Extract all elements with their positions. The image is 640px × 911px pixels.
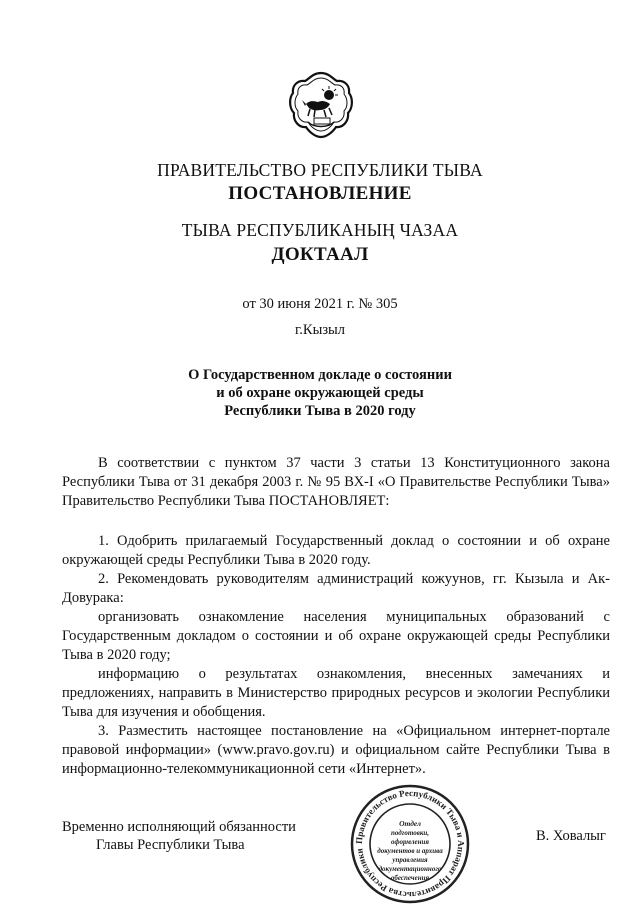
signatory-position-line: Главы Республики Тыва [96, 837, 245, 853]
decree-item: 3. Разместить настоящее постановление на «Официальном интернет-портале правовой информации» (www.pravo.gov.ru) и официальном сайте Республики Тыва в информационно-телекоммуникационной сети «Интернет». [62, 723, 610, 777]
coat-of-arms-icon [288, 70, 354, 140]
svg-text:управления: управления [392, 856, 428, 864]
official-stamp-icon [348, 782, 472, 906]
svg-text:документов и архива: документов и архива [377, 847, 443, 855]
document-title-line: и об охране окружающей среды [216, 385, 424, 401]
document-title-line: Республики Тыва в 2020 году [224, 403, 416, 419]
document-title-line: О Государственном докладе о состоянии [188, 367, 452, 383]
signatory-position [62, 818, 296, 854]
preamble-paragraph: В соответствии с пунктом 37 части 3 статьи 13 Конституционного закона Республики Тыва от 31 декабря 2003 г. № 95 ВХ-I «О Правительстве Республики Тыва» Правительство Республики Тыва ПОСТАНОВЛЯЕТ: [62, 455, 610, 509]
svg-text:оформления: оформления [390, 838, 430, 846]
svg-text:Отдел: Отдел [399, 819, 421, 828]
government-heading-tuvan: ТЫВА РЕСПУБЛИКАНЫҢ ЧАЗАА [181, 220, 459, 240]
document-title [0, 366, 640, 420]
signatory-position-line: Временно исполняющий обязанности [62, 819, 296, 835]
svg-text:обеспечения: обеспечения [390, 874, 430, 882]
svg-text:подготовки,: подготовки, [390, 829, 430, 837]
document-date-number: от 30 июня 2021 г. № 305 [242, 296, 398, 312]
decree-items [62, 532, 610, 779]
decree-item: 1. Одобрить прилагаемый Государственный доклад о состоянии и об охране окружающей среды Республики Тыва в 2020 году. [62, 533, 610, 568]
decree-item: информацию о результатах ознакомления, внесенных замечаниях и предложениях, направить в Министерство природных ресурсов и экологии Республики Тыва для изучения и обобщения. [62, 666, 610, 720]
svg-text:документационного: документационного [378, 865, 442, 873]
decree-item: организовать ознакомление населения муниципальных образований с Государственным докладом о состоянии и об охране окружающей среды Республики Тыва в 2020 году; [62, 609, 610, 663]
svg-text:Правительство Республики Тыва: Правительство Республики Тыва и Аппарат Правительства Республики [353, 787, 467, 901]
government-heading: ПРАВИТЕЛЬСТВО РЕСПУБЛИКИ ТЫВА [157, 160, 483, 180]
decree-item: 2. Рекомендовать руководителям администраций кожуунов, гг. Кызыла и Ак-Довурака: [62, 571, 610, 606]
preamble [62, 454, 610, 511]
signatory-name: В. Ховалыг [536, 828, 606, 844]
document-city: г.Кызыл [294, 322, 346, 338]
document-type-heading-tuvan: ДОКТААЛ [271, 244, 369, 265]
document-type-heading: ПОСТАНОВЛЕНИЕ [228, 183, 412, 204]
